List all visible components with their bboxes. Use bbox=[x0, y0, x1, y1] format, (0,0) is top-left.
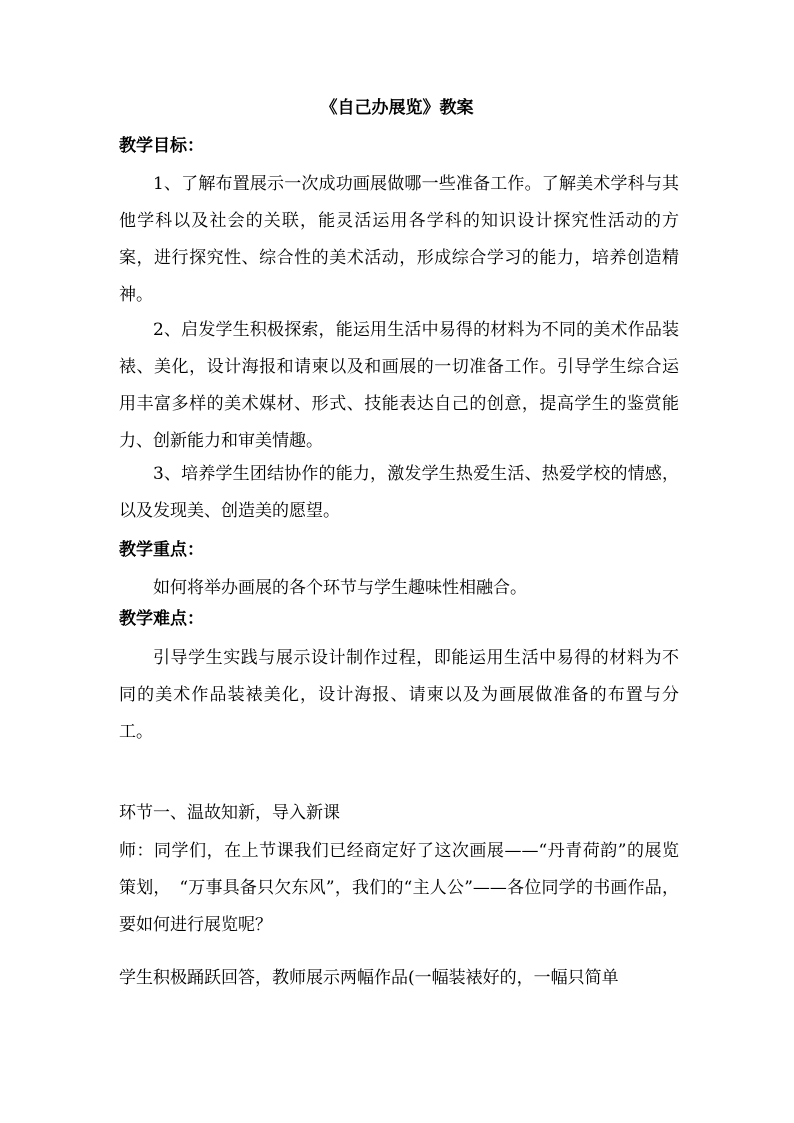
student-response-paragraph: 学生积极踊跃回答，教师展示两幅作品(一幅装裱好的，一幅只简单 bbox=[119, 968, 619, 988]
teaching-difficulty-paragraph: 引导学生实践与展示设计制作过程，即能运用生活中易得的材料为不同的美术作品装裱美化，设计海报、请柬以及为画展做准备的布置与分工。 bbox=[119, 648, 679, 742]
teaching-goals-heading: 教学目标： bbox=[119, 136, 204, 156]
document-title: 《自己办展览》教案 bbox=[320, 98, 474, 118]
goal-paragraph-3: 3、培养学生团结协作的能力，激发学生热爱生活、热爱学校的情感，以及发现美、创造美的愿望。 bbox=[119, 464, 679, 521]
teacher-dialogue-paragraph: 师：同学们，在上节课我们已经商定好了这次画展——“丹青荷韵”的展览策划， “万事具备只欠东风”，我们的“主人公”——各位同学的书画作品，要如何进行展览呢？ bbox=[119, 841, 679, 935]
teaching-key-paragraph: 如何将举办画展的各个环节与学生趣味性相融合。 bbox=[153, 578, 527, 598]
goal-paragraph-1: 1、了解布置展示一次成功画展做哪一些准备工作。了解美术学科与其他学科以及社会的关联，能灵活运用各学科的知识设计探究性活动的方案，进行探究性、综合性的美术活动，形成综合学习的能力，培养创造精神。 bbox=[119, 174, 679, 305]
teaching-key-heading: 教学重点： bbox=[119, 540, 204, 560]
teaching-difficulty-heading: 教学难点： bbox=[119, 609, 204, 629]
goal-paragraph-2: 2、启发学生积极探索，能运用生活中易得的材料为不同的美术作品装裱、美化，设计海报和请柬以及和画展的一切准备工作。引导学生综合运用丰富多样的美术媒材、形式、技能表达自己的创意，提高学生的鉴赏能力、创新能力和审美情趣。 bbox=[119, 320, 679, 451]
step-one-heading: 环节一、温故知新，导入新课 bbox=[119, 803, 340, 823]
